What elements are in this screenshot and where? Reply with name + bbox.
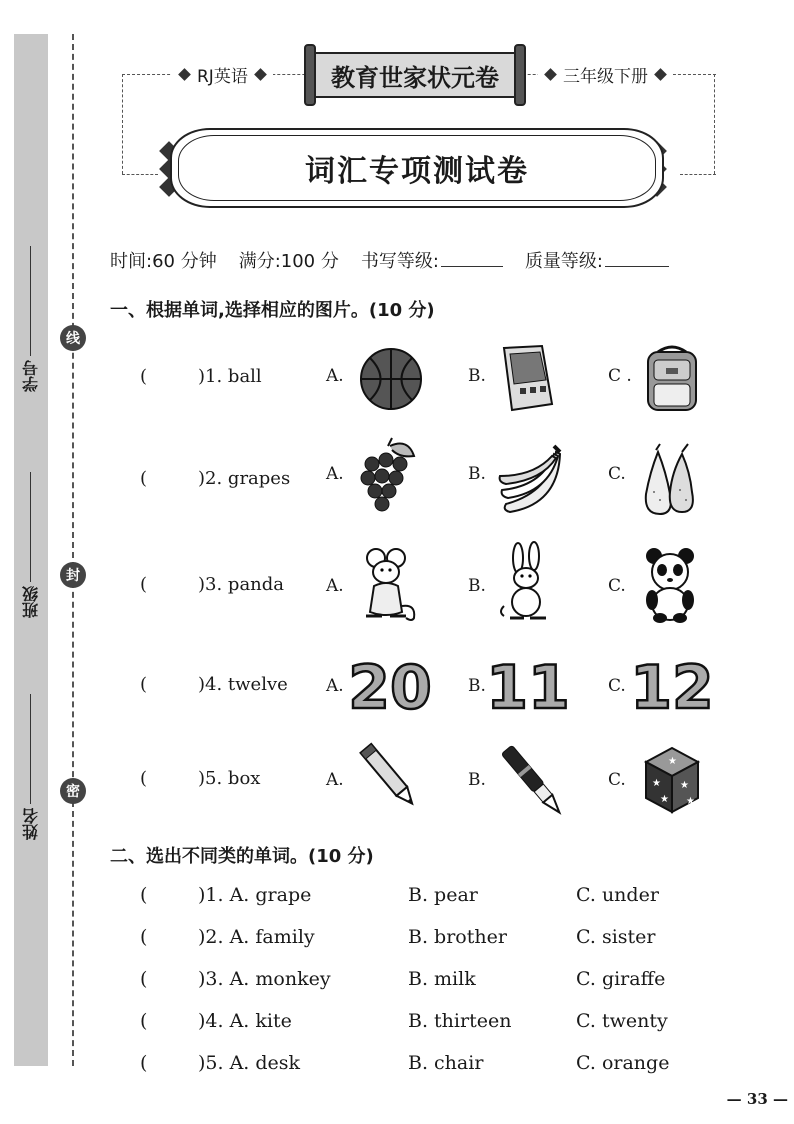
answer-paren[interactable]: ( (140, 366, 148, 387)
number-20-text: 20 (348, 653, 432, 723)
answer-paren[interactable]: ( (140, 926, 148, 948)
rabbit-image[interactable] (496, 542, 558, 624)
option-c: C. giraffe (576, 968, 666, 990)
gift-box-image[interactable] (640, 740, 704, 816)
number-12-text: 12 (630, 653, 714, 723)
subject-text: RJ英语 (197, 67, 248, 87)
option-a-label: A. (326, 770, 344, 790)
option-c: C. twenty (576, 1010, 668, 1032)
brand-scroll (304, 44, 526, 106)
seal-mi: 密 (60, 778, 86, 804)
name-blank[interactable] (31, 694, 32, 804)
number-12-image[interactable] (630, 652, 714, 723)
quality-grade (525, 247, 669, 273)
banana-image[interactable] (498, 442, 568, 518)
option-b-label: B. (468, 366, 486, 386)
question-word: )4. twelve (198, 674, 288, 695)
option-a: )2. A. family (198, 926, 315, 948)
cut-line (72, 34, 74, 1066)
option-c: C. sister (576, 926, 656, 948)
option-b: B. brother (408, 926, 507, 948)
name-label (16, 680, 46, 840)
student-id-text: 学号 (21, 360, 41, 392)
option-a: )1. A. grape (198, 884, 312, 906)
class-blank[interactable] (31, 472, 32, 582)
svg-text:★: ★ (652, 778, 661, 789)
svg-text:★: ★ (668, 756, 677, 767)
option-a-label: A. (326, 676, 344, 696)
option-a-label: A. (326, 576, 344, 596)
picture-question-2 (140, 464, 740, 548)
pencil-image[interactable] (354, 738, 424, 814)
option-b-label: B. (468, 770, 486, 790)
class-label (16, 458, 46, 618)
option-a: )3. A. monkey (198, 968, 331, 990)
score-info: 满分:100 分 (238, 251, 339, 272)
scroll-rod-right (514, 44, 526, 106)
question-word: )2. grapes (198, 468, 291, 489)
header-dash-right (714, 74, 715, 174)
grade-tag (538, 62, 673, 87)
option-b: B. thirteen (408, 1010, 512, 1032)
diamond-icon (544, 68, 557, 81)
diamond-icon (654, 68, 667, 81)
header-dash-right-bottom (680, 174, 716, 175)
quality-grade-blank[interactable] (605, 266, 669, 267)
question-word: )3. panda (198, 574, 285, 595)
page-title-text: 词汇专项测试卷 (305, 154, 529, 189)
name-text: 姓名 (21, 808, 41, 840)
header-dash-left (122, 74, 123, 174)
basketball-image[interactable] (358, 346, 424, 412)
picture-question-3 (140, 574, 740, 654)
option-a-label: A. (326, 464, 344, 484)
subject-tag (172, 62, 273, 87)
class-text: 班级 (21, 586, 41, 618)
panda-image[interactable] (640, 546, 700, 624)
backpack-image[interactable] (640, 342, 704, 414)
page-number: — 33 — (726, 1090, 788, 1108)
option-b-label: B. (468, 676, 486, 696)
option-b-label: B. (468, 576, 486, 596)
answer-paren[interactable]: ( (140, 884, 148, 906)
mouse-image[interactable] (356, 546, 420, 624)
svg-text:★: ★ (680, 780, 689, 791)
answer-paren[interactable]: ( (140, 1052, 148, 1074)
number-11-image[interactable] (486, 652, 570, 723)
answer-paren[interactable]: ( (140, 968, 148, 990)
pear-image[interactable] (640, 442, 696, 518)
answer-paren[interactable]: ( (140, 674, 148, 695)
number-20-image[interactable] (348, 652, 432, 723)
option-c: C. under (576, 884, 659, 906)
answer-paren[interactable]: ( (140, 574, 148, 595)
option-a: )5. A. desk (198, 1052, 301, 1074)
picture-question-1 (140, 366, 740, 446)
brand-title: 教育世家状元卷 (314, 52, 516, 98)
answer-paren[interactable]: ( (140, 468, 148, 489)
seal-feng: 封 (60, 562, 86, 588)
pen-image[interactable] (492, 746, 574, 816)
diamond-icon (254, 68, 267, 81)
option-c-label: C . (608, 366, 632, 386)
section-2-title: 二、选出不同类的单词。(10 分) (110, 846, 374, 867)
writing-grade-label: 书写等级: (360, 251, 439, 272)
question-word: )5. box (198, 768, 261, 789)
writing-grade-blank[interactable] (441, 266, 503, 267)
option-a: )4. A. kite (198, 1010, 292, 1032)
number-11-text: 11 (486, 653, 570, 723)
svg-text:★: ★ (660, 794, 669, 805)
quality-grade-label: 质量等级: (524, 251, 604, 272)
question-word: )1. ball (198, 366, 262, 387)
option-b: B. chair (408, 1052, 484, 1074)
option-a-label: A. (326, 366, 344, 386)
option-c-label: C. (608, 676, 626, 696)
page-title (170, 128, 664, 208)
option-c: C. orange (576, 1052, 670, 1074)
header-dash-left-bottom (122, 174, 158, 175)
section-1-title: 一、根据单词,选择相应的图片。(10 分) (110, 300, 435, 321)
diamond-icon (178, 68, 191, 81)
seal-xian: 线 (60, 325, 86, 351)
grapes-image[interactable] (358, 436, 420, 518)
time-info: 时间:60 分钟 (110, 251, 217, 272)
answer-paren[interactable]: ( (140, 1010, 148, 1032)
svg-text:★: ★ (686, 796, 695, 807)
picture-question-5 (140, 756, 740, 848)
book-image[interactable] (498, 344, 556, 414)
writing-grade (361, 247, 503, 273)
option-c-label: C. (608, 464, 626, 484)
option-b: B. pear (408, 884, 478, 906)
option-c-label: C. (608, 770, 626, 790)
student-id-label (16, 232, 46, 392)
answer-paren[interactable]: ( (140, 768, 148, 789)
student-id-blank[interactable] (31, 246, 32, 356)
exam-info (110, 247, 669, 273)
option-b: B. milk (408, 968, 476, 990)
option-b-label: B. (468, 464, 486, 484)
option-c-label: C. (608, 576, 626, 596)
grade-text: 三年级下册 (563, 67, 648, 87)
